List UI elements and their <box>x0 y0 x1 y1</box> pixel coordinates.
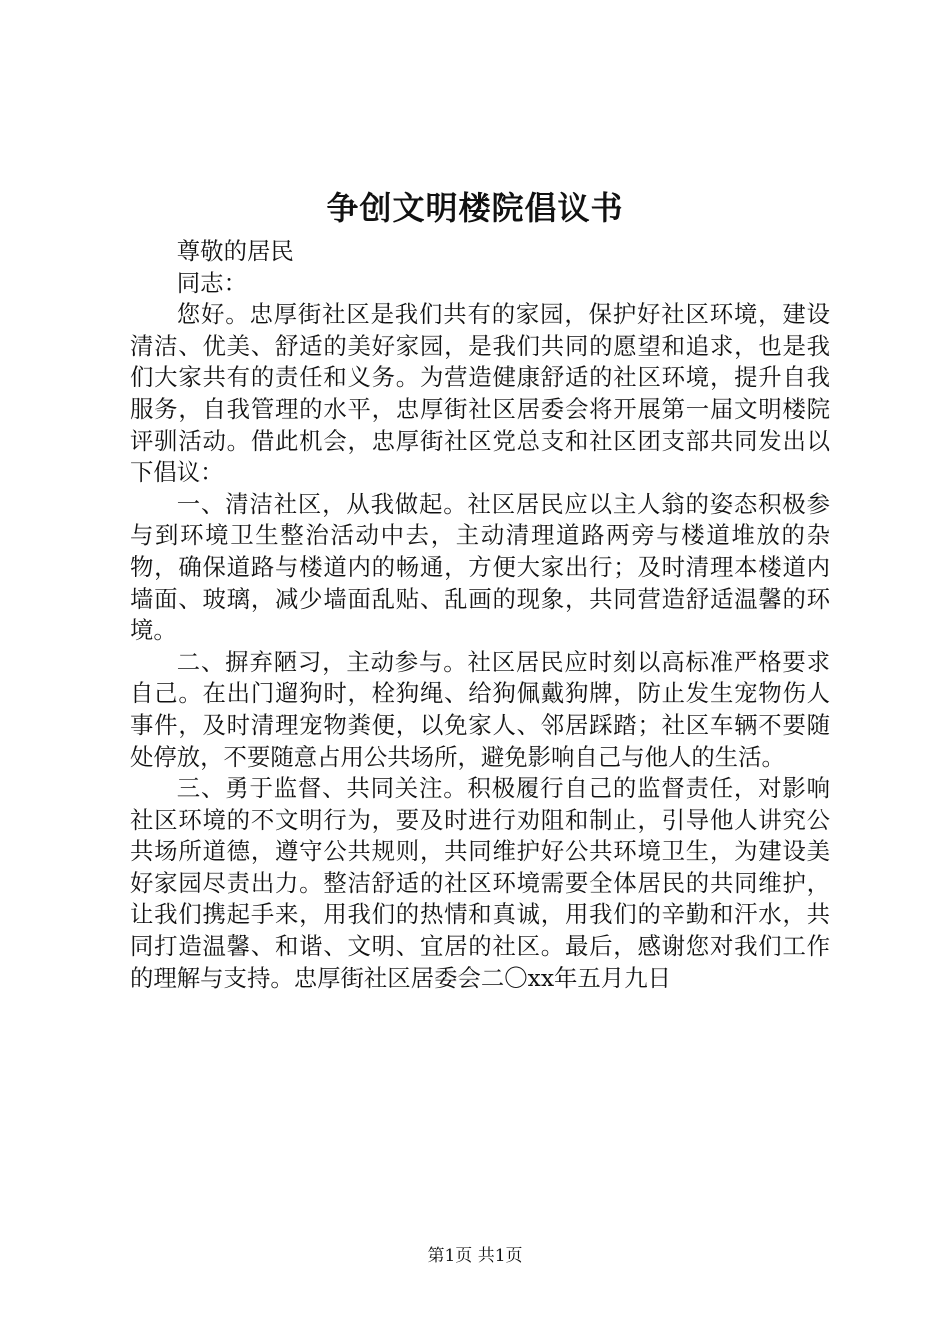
salutation-line: 尊敬的居民 <box>176 237 294 265</box>
body-paragraph: 一、清洁社区，从我做起。社区居民应以主人翁的姿态积极参与到环境卫生整治活动中去，主动清理道路两旁与楼道堆放的杂物，确保道路与楼道内的畅通，方便大家出行；及时清理本楼道内墙面、玻璃，减少墙面乱贴、乱画的现象，共同营造舒适温馨的环境。 <box>130 489 830 645</box>
body-paragraph: 您好。忠厚街社区是我们共有的家园，保护好社区环境，建设清洁、优美、舒适的美好家园，是我们共同的愿望和追求，也是我们大家共有的责任和义务。为营造健康舒适的社区环境，提升自我服务，自我管理的水平，忠厚街社区居委会将开展第一届文明楼院评驯活动。借此机会，忠厚街社区党总支和社区团支部共同发出以下倡议： <box>130 300 830 487</box>
document-body <box>130 236 830 994</box>
page-title: 争创文明楼院倡议书 <box>326 189 624 227</box>
page-number-footer: 第1页 共1页 <box>427 1246 523 1266</box>
body-paragraph: 三、勇于监督、共同关注。积极履行自己的监督责任，对影响社区环境的不文明行为，要及时进行劝阻和制止，引导他人讲究公共场所道德，遵守公共规则，共同维护好公共环境卫生，为建设美好家园尽责出力。整洁舒适的社区环境需要全体居民的共同维护，让我们携起手来，用我们的热情和真诚，用我们的辛勤和汗水，共同打造温馨、和谐、文明、宜居的社区。最后，感谢您对我们工作的理解与支持。忠厚街社区居委会二〇xx年五月九日 <box>130 774 830 992</box>
body-paragraph: 二、摒弃陋习，主动参与。社区居民应时刻以高标准严格要求自己。在出门遛狗时，栓狗绳、给狗佩戴狗牌，防止发生宠物伤人事件，及时清理宠物粪便，以免家人、邻居踩踏；社区车辆不要随处停放，不要随意占用公共场所，避免影响自己与他人的生活。 <box>130 647 830 771</box>
salutation-line: 同志： <box>176 268 247 297</box>
